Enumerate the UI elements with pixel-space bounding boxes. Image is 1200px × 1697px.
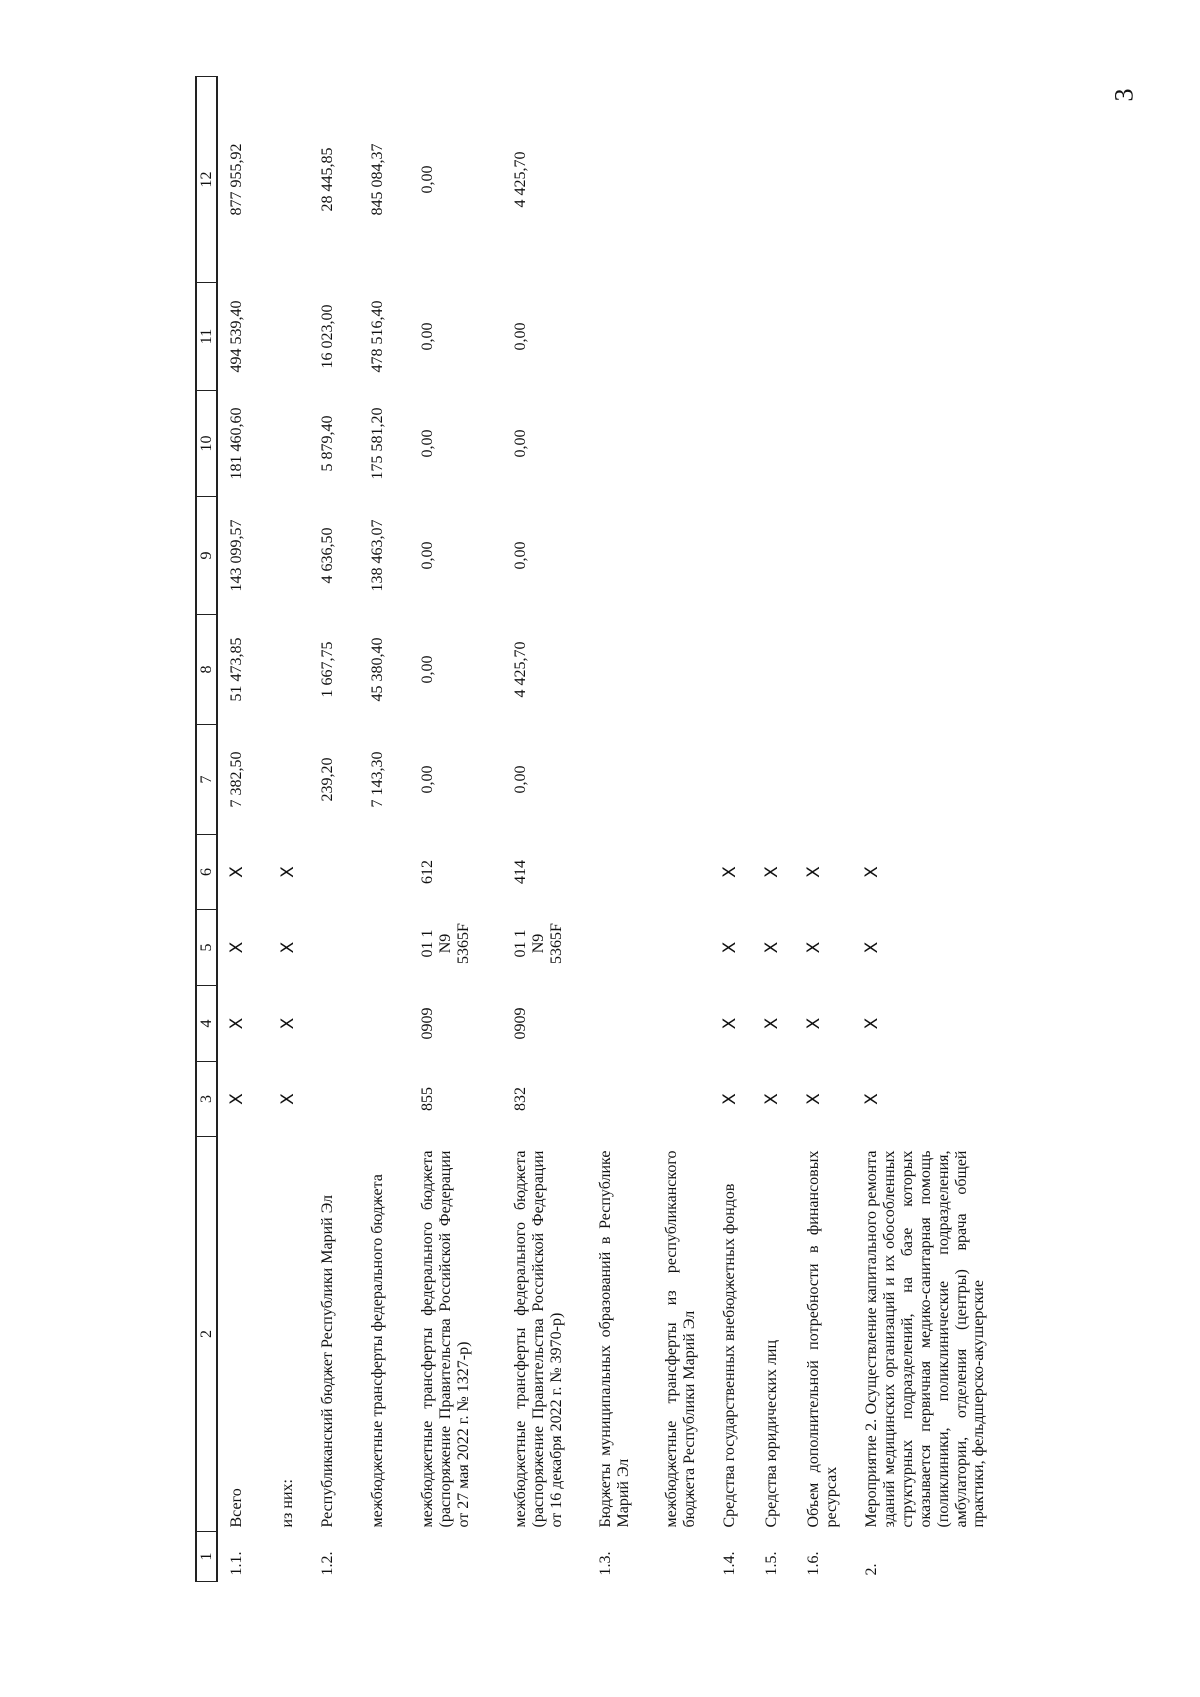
cell: X (720, 1093, 740, 1105)
cell: 0,00 (419, 429, 436, 458)
table-row (363, 77, 413, 1582)
cell (657, 283, 715, 391)
cell: X (804, 1093, 824, 1105)
cell: 01 1 N9 5365F (512, 923, 565, 964)
cell (857, 77, 992, 283)
budget-table (195, 76, 992, 1582)
cell (857, 391, 992, 497)
cell: 0,00 (419, 541, 436, 570)
cell: 612 (419, 860, 436, 884)
rotated-table-container (195, 77, 995, 1582)
cell: 478 516,40 (369, 300, 386, 373)
cell (363, 986, 413, 1062)
cell: 0,00 (419, 765, 436, 794)
cell (363, 910, 413, 986)
cell: 0,00 (512, 322, 529, 351)
cell (591, 497, 657, 615)
cell (591, 986, 657, 1062)
cell (799, 391, 857, 497)
cell: 0909 (512, 1007, 529, 1040)
cell (715, 391, 757, 497)
cell (857, 497, 992, 615)
cell (799, 77, 857, 283)
cell: 0,00 (419, 322, 436, 351)
cell: X (227, 941, 247, 954)
cell: 0909 (419, 1007, 436, 1040)
cell: 855 (419, 1087, 436, 1111)
cell: X (227, 866, 247, 878)
cell: X (804, 866, 824, 878)
column-header: 4 (196, 986, 217, 1062)
cell (273, 725, 313, 835)
row-name: Бюджеты муниципальных образований в Республике Марий Эл (597, 1150, 632, 1528)
cell: X (278, 941, 298, 954)
cell (313, 835, 363, 910)
cell: 181 460,60 (228, 407, 245, 480)
cell (363, 835, 413, 910)
cell (757, 615, 799, 725)
cell (273, 77, 313, 283)
column-header: 12 (196, 77, 217, 283)
cell (591, 615, 657, 725)
row-name: Всего (228, 1488, 245, 1528)
page-number: 3 (1109, 88, 1139, 102)
cell: 4 636,50 (319, 527, 336, 584)
cell: 845 084,37 (369, 143, 386, 216)
cell: 138 463,07 (369, 519, 386, 592)
cell: 7 382,50 (228, 751, 245, 808)
row-index: 1.1. (228, 1551, 245, 1576)
cell (657, 910, 715, 986)
cell: 7 143,30 (369, 751, 386, 808)
cell (715, 497, 757, 615)
column-header: 7 (196, 725, 217, 835)
cell: 877 955,92 (228, 143, 245, 216)
row-name: межбюджетные трансферты федерального бюджета (распоряжение Правительства Российской Федерации от 27 мая 2022 г. № 1327-р) (419, 1150, 472, 1528)
table-row (313, 77, 363, 1582)
cell (273, 283, 313, 391)
cell (857, 615, 992, 725)
row-index: 1.6. (805, 1551, 822, 1576)
cell (273, 497, 313, 615)
cell (657, 835, 715, 910)
cell: 175 581,20 (369, 407, 386, 480)
cell (799, 283, 857, 391)
cell (591, 77, 657, 283)
cell: 0,00 (512, 429, 529, 458)
cell: 832 (512, 1087, 529, 1111)
cell (273, 391, 313, 497)
cell (757, 77, 799, 283)
cell: X (720, 866, 740, 878)
cell: 4 425,70 (512, 641, 529, 698)
row-name: Республиканский бюджет Республики Марий Эл (319, 1194, 336, 1528)
row-index: 1.4. (721, 1551, 738, 1576)
column-header: 1 (196, 1532, 217, 1582)
cell (715, 615, 757, 725)
cell (657, 615, 715, 725)
cell (363, 1062, 413, 1137)
cell: X (862, 866, 882, 878)
cell: X (762, 941, 782, 954)
cell: 51 473,85 (228, 637, 245, 702)
cell (591, 1062, 657, 1137)
cell: X (762, 1017, 782, 1030)
cell: X (804, 941, 824, 954)
cell (799, 497, 857, 615)
row-name: Средства государственных внебюджетных фондов (721, 1183, 738, 1528)
cell (591, 910, 657, 986)
cell (657, 497, 715, 615)
cell: X (804, 1017, 824, 1030)
row-name: из них: (279, 1479, 296, 1528)
cell: X (762, 866, 782, 878)
cell (657, 986, 715, 1062)
cell: 0,00 (419, 165, 436, 194)
cell (273, 615, 313, 725)
table-row (757, 77, 799, 1582)
cell: 0,00 (512, 765, 529, 794)
row-name: Средства юридических лиц (763, 1339, 780, 1528)
row-index (363, 1532, 413, 1582)
cell: 4 425,70 (512, 151, 529, 208)
cell (591, 391, 657, 497)
cell (313, 986, 363, 1062)
column-header: 10 (196, 391, 217, 497)
cell: 0,00 (419, 655, 436, 684)
cell (757, 725, 799, 835)
cell: X (227, 1017, 247, 1030)
row-index: 2. (863, 1563, 880, 1576)
cell: X (278, 866, 298, 878)
column-header: 11 (196, 283, 217, 391)
row-name: межбюджетные трансферты из республиканского бюджета Республики Марий Эл (663, 1150, 698, 1528)
cell: 16 023,00 (319, 304, 336, 369)
cell (757, 497, 799, 615)
cell (591, 283, 657, 391)
cell: X (227, 1093, 247, 1105)
cell: 28 445,85 (319, 147, 336, 212)
cell (715, 725, 757, 835)
cell: 494 539,40 (228, 300, 245, 373)
column-header: 2 (196, 1137, 217, 1532)
row-index (657, 1532, 715, 1582)
column-header: 3 (196, 1062, 217, 1137)
cell (657, 77, 715, 283)
column-header: 5 (196, 910, 217, 986)
table-row (591, 77, 657, 1582)
cell (799, 615, 857, 725)
cell: X (862, 1093, 882, 1105)
table-row (273, 77, 313, 1582)
cell: X (278, 1093, 298, 1105)
cell: 143 099,57 (228, 519, 245, 592)
cell (313, 1062, 363, 1137)
row-name: межбюджетные трансферты федерального бюджета (369, 1174, 386, 1528)
cell (657, 1062, 715, 1137)
row-index: 1.5. (763, 1551, 780, 1576)
cell: 45 380,40 (369, 637, 386, 702)
row-index (506, 1532, 591, 1582)
cell: X (862, 941, 882, 954)
row-index: 1.3. (597, 1551, 614, 1576)
cell (657, 391, 715, 497)
cell (715, 283, 757, 391)
table-row (657, 77, 715, 1582)
column-header: 9 (196, 497, 217, 615)
column-header: 6 (196, 835, 217, 910)
table-row (857, 77, 992, 1582)
table-row (413, 77, 506, 1582)
cell (757, 391, 799, 497)
cell: X (278, 1017, 298, 1030)
cell: 1 667,75 (319, 641, 336, 698)
cell: 0,00 (512, 541, 529, 570)
row-name: Объем дополнительной потребности в финансовых ресурсах (805, 1150, 840, 1528)
table-row (715, 77, 757, 1582)
row-name: межбюджетные трансферты федерального бюджета (распоряжение Правительства Российской Федерации от 16 декабря 2022 г. № 3970-р) (512, 1150, 565, 1528)
row-index (413, 1532, 506, 1582)
cell: X (720, 941, 740, 954)
cell (715, 77, 757, 283)
cell: 414 (512, 860, 529, 884)
row-name: Мероприятие 2. Осуществление капитального ремонта зданий медицинских организаций и их обособленных структурных подразделений, на базе которых оказывается первичная медико-санитарная помощь (поликлиники, поликлинические подразделения, амбулатории, отделения (центры) врача общей практики, фельдшерско-акушерские (863, 1150, 988, 1528)
cell (757, 283, 799, 391)
cell: X (762, 1093, 782, 1105)
table-row (799, 77, 857, 1582)
cell: X (720, 1017, 740, 1030)
cell (313, 910, 363, 986)
row-index (273, 1532, 313, 1582)
cell: 01 1 N9 5365F (419, 923, 472, 964)
cell: 239,20 (319, 757, 336, 802)
column-header: 8 (196, 615, 217, 725)
cell (857, 725, 992, 835)
cell (591, 835, 657, 910)
cell (799, 725, 857, 835)
cell: 5 879,40 (319, 415, 336, 472)
cell (657, 725, 715, 835)
table-row (506, 77, 591, 1582)
cell: X (862, 1017, 882, 1030)
header-row (196, 77, 217, 1582)
cell (591, 725, 657, 835)
table-row (217, 77, 273, 1582)
cell (857, 283, 992, 391)
row-index: 1.2. (319, 1551, 336, 1576)
